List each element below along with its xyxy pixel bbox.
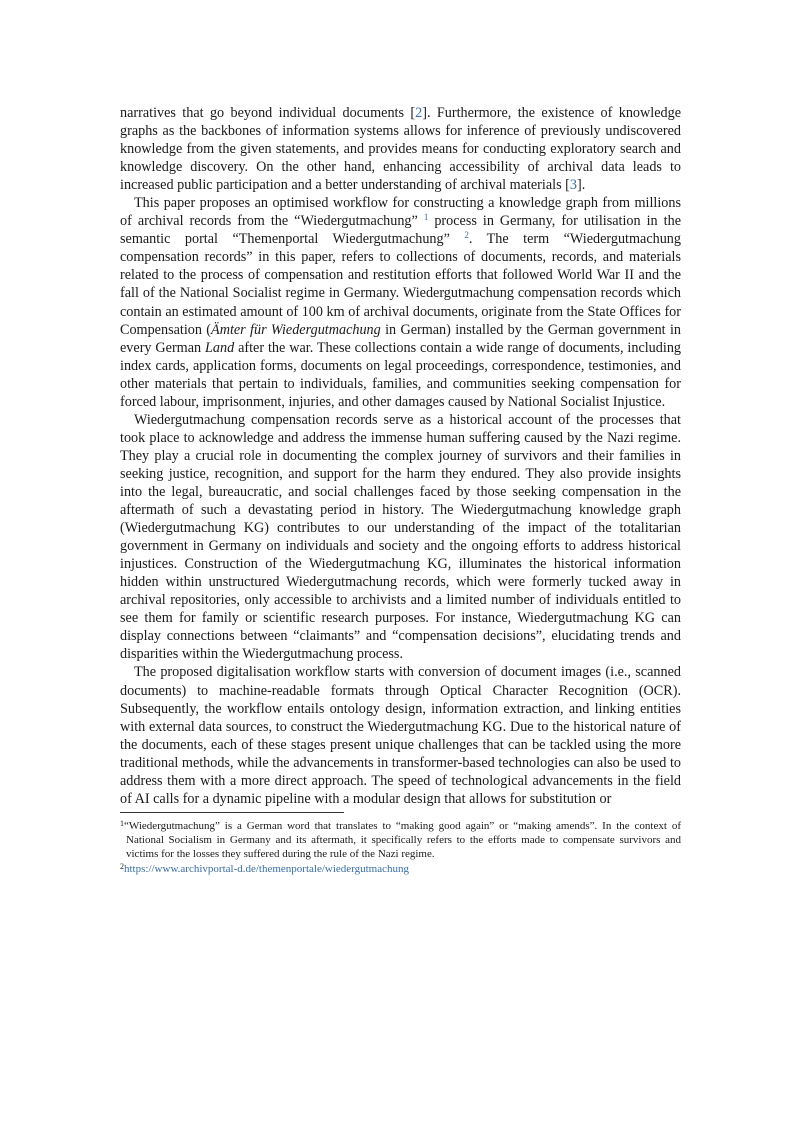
footnote-number: 2 xyxy=(120,861,124,871)
citation-link[interactable]: 3 xyxy=(569,177,577,194)
footnote-url-link[interactable]: https://www.archivportal-d.de/themenportale/wiedergutmachung xyxy=(124,862,410,875)
footnote-marker-1[interactable]: 1 xyxy=(423,212,429,223)
citation-link[interactable]: 2 xyxy=(415,105,423,121)
paragraph-3: Wiedergutmachung compensation records serve as a historical account of the processes that took place to acknowledge and address the immense human suffering caused by the Nazi regime. They play a crucial role in documenting the complex journey of survivors and their families in seeking justice, recognition, and support for the harm they endured. They also provide insights into the legal, bureaucratic, and social challenges faced by those seeking compensation in the aftermath of such a devastating period in history. The Wiedergutmachung knowledge graph (Wiedergutmachung KG) contributes to our understanding of the impact of the totalitarian government in Germany on individuals and society and the ongoing efforts to address historical injustices. Construction of the Wiedergutmachung KG, illuminates the historical information hidden within unstructured Wiedergutmachung records, which were formerly tucked away in archival repositories, only accessible to archivists and a limited number of individuals entitled to see them for family or scientific research purposes. For instance, Wiedergutmachung KG can display connections between “claimants” and “compensation decisions”, elucidating trends and disparities within the Wiedergutmachung process. xyxy=(120,411,681,663)
footnote-number: 1 xyxy=(120,818,124,828)
italic-term: Ämter für Wiedergutmachung xyxy=(211,321,381,338)
paragraph-2: This paper proposes an optimised workflow for constructing a knowledge graph from millions of archival records from the “Wiedergutmachung” $^1$ process in Germany, for utilisation in the semantic portal “Themenportal Wiedergutmachung” $^2$. The term “Wiedergutmachung compensation records” in this paper, refers to collections of documents, records, and materials related to the process of compensation and restitution efforts that followed World War II and the fall of the National Socialist regime in Germany. Wiedergutmachung compensation records which contain an estimated amount of 100 km of archival documents, originate from the State Offices for Compensation (Ämter für Wiedergutmachung in German) installed by the German government in every German Land after the war. These collections contain a wide range of documents, including index cards, application forms, documents on legal proceedings, correspondence, testimonies, and other materials that pertain to individuals, families, and communities seeking compensation for forced labour, imprisonment, injuries, and other damages caused by National Socialist Injustice. xyxy=(120,195,682,410)
footnote-text: “Wiedergutmachung” is a German word that translates to “making good again” or “making amends”. In the context of National Socialism in Germany and its aftermath, it specifically refers to the efforts made to compensate survivors and victims for the losses they suffered during the rule of the Nazi regime. xyxy=(124,819,681,861)
paragraph-4: The proposed digitalisation workflow starts with conversion of document images (i.e., scanned documents) to machine-readable formats through Optical Character Recognition (OCR). Subsequently, the workflow entails ontology design, information extraction, and linking entities with external data sources, to construct the Wiedergutmachung KG. Due to the historical nature of the documents, each of these stages present unique challenges that can be tackled using the more traditional methods, while the advancements in transformer-based technologies can also be used to address them with a more direct approach. The speed of technological advancements in the field of AI calls for a dynamic pipeline with a modular design that allows for substitution or xyxy=(120,664,681,807)
footnote-1 xyxy=(120,819,681,862)
paper-page xyxy=(120,104,681,876)
footnote-marker-2[interactable]: 2 xyxy=(464,230,469,241)
paragraph-1: narratives that go beyond individual documents [2]. Furthermore, the existence of knowledge graphs as the backbones of information systems allows for inference of previously undiscovered knowledge from the given statements, and provides means for conducting exploratory search and knowledge discovery. On the other hand, enhancing accessibility of archival data leads to increased public participation and a better understanding of archival materials [3]. xyxy=(120,105,681,194)
footnotes xyxy=(120,819,681,876)
footnote-divider xyxy=(120,812,344,813)
italic-term: Land xyxy=(205,339,235,356)
footnote-2 xyxy=(120,862,681,876)
